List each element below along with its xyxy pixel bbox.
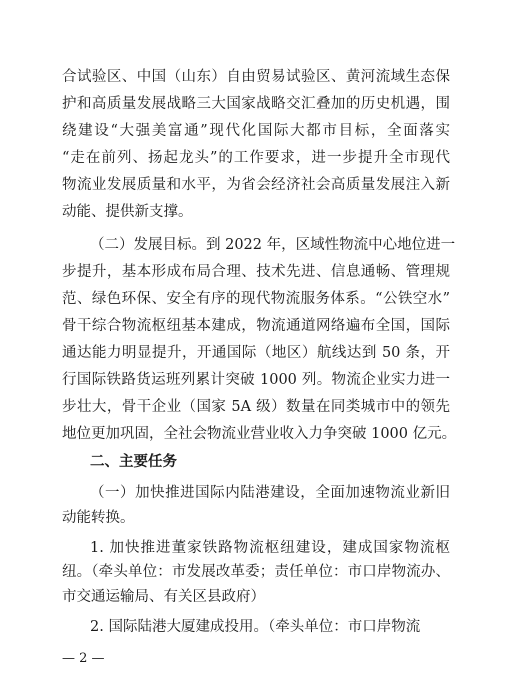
- paragraph-2-line-4: 骨干综合物流枢纽基本建成，物流通道网络遍布全国，国际: [62, 318, 450, 334]
- paragraph-2-line-6: 行国际铁路货运班列累计突破 1000 列。物流企业实力进一: [62, 372, 450, 388]
- paragraph-2-line-5: 通达能力明显提升，开通国际（地区）航线达到 50 条，开: [62, 345, 450, 361]
- paragraph-4-line-3: 市交通运输局、有关区县政府）: [62, 589, 265, 605]
- paragraph-3-line-1: （一）加快推进国际内陆港建设，全面加速物流业新旧: [90, 485, 450, 501]
- paragraph-5-line-1: 2. 国际陆港大厦建成投用。（牵头单位：市口岸物流: [90, 619, 421, 635]
- paragraph-3-line-2: 动能转换。: [62, 510, 135, 526]
- paragraph-4-line-1: 1. 加快推进董家铁路物流枢纽建设，建成国家物流枢: [90, 540, 450, 556]
- paragraph-1-line-3: 绕建设“大强美富通”现代化国际大都市目标，全面落实: [62, 123, 450, 139]
- paragraph-2-line-1: （二）发展目标。到 2022 年，区域性物流中心地位进一: [90, 237, 456, 253]
- section-heading: 二、主要任务: [90, 454, 177, 470]
- paragraph-2-line-3: 范、绿色环保、安全有序的现代物流服务体系。“公铁空水”: [62, 291, 450, 307]
- paragraph-2-line-8: 地位更加巩固，全社会物流业营业收入力争突破 1000 亿元。: [62, 426, 457, 442]
- paragraph-2-line-7: 步壮大，骨干企业（国家 5A 级）数量在同类城市中的领先: [62, 399, 450, 415]
- paragraph-1-line-5: 物流业发展质量和水平，为省会经济社会高质量发展注入新: [62, 177, 450, 193]
- paragraph-1-line-1: 合试验区、中国（山东）自由贸易试验区、黄河流域生态保: [62, 69, 450, 85]
- paragraph-1-line-2: 护和高质量发展战略三大国家战略交汇叠加的历史机遇，围: [62, 96, 450, 112]
- paragraph-4-line-2: 纽。（牵头单位：市发展改革委；责任单位：市口岸物流办、: [62, 564, 450, 580]
- page-number: — 2 —: [62, 651, 105, 666]
- paragraph-1-line-4: “走在前列、扬起龙头”的工作要求，进一步提升全市现代: [62, 150, 450, 166]
- paragraph-2-line-2: 步提升，基本形成布局合理、技术先进、信息通畅、管理规: [62, 264, 450, 280]
- paragraph-1-line-6: 动能、提供新支撑。: [62, 204, 193, 220]
